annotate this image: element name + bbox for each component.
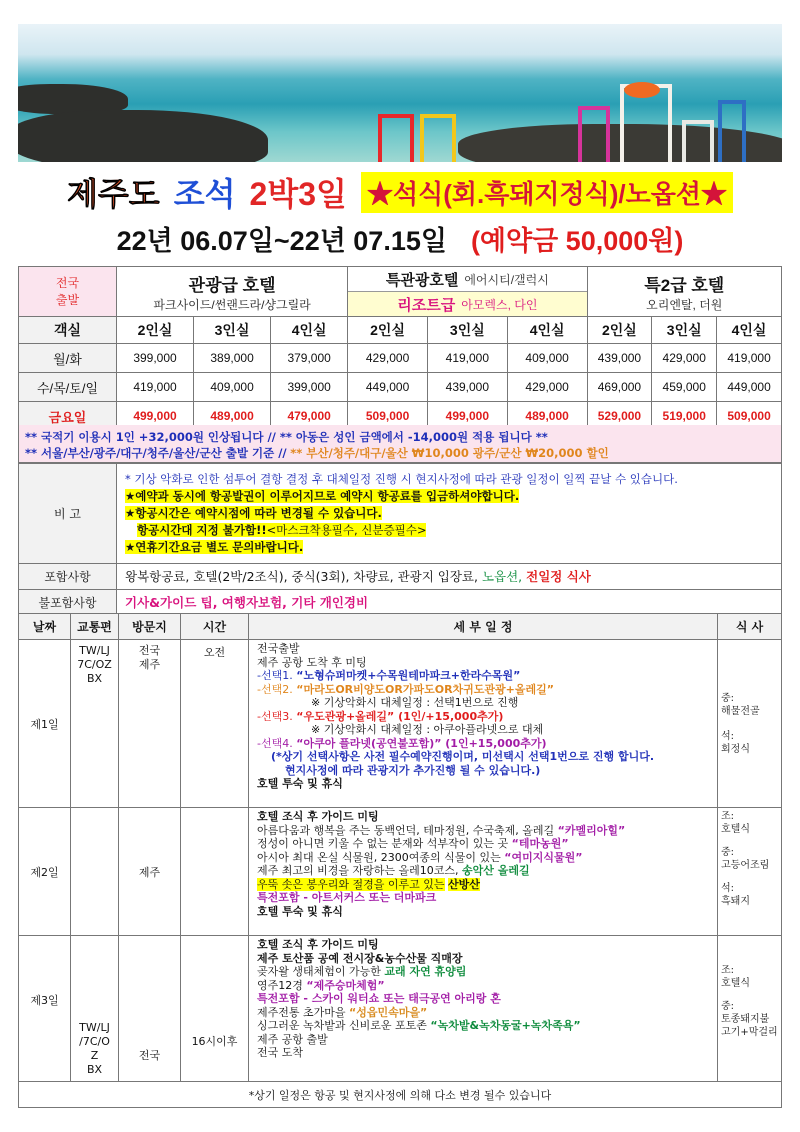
transport-line: 7C/OZ [77, 658, 112, 671]
price-cell: 529,000 [587, 402, 652, 431]
detail-line: ※ 기상악화시 대체일정 : 선택1번으로 진행 [311, 696, 519, 709]
price-cell: 439,000 [427, 373, 507, 402]
meal-line: 호텔식 [721, 824, 750, 835]
day3-meals [718, 936, 782, 1082]
remarks-line: <마스크착용필수, 신분증필수> [266, 523, 427, 537]
detail-highlight: 송악산 올레길 [462, 864, 530, 877]
option-text: “우도관광+올레길” (1인/+15,000추가) [296, 709, 504, 723]
room-type-row [19, 317, 782, 344]
day3-transport [71, 936, 119, 1082]
meal-line: 조: [721, 811, 735, 822]
detail-line: 제주 공항 도착 후 미팅 [257, 655, 367, 669]
option-label: -선택4. [257, 736, 293, 750]
detail-text: 우뚝 솟은 봉우리와 절경을 이루고 있는 [257, 877, 445, 891]
price-notes [18, 425, 782, 463]
price-table [18, 266, 782, 431]
meal-line: 중: [721, 847, 735, 858]
price-cell: 489,000 [507, 402, 587, 431]
day2-place: 제주 [119, 808, 181, 936]
itin-header: 시간 [181, 614, 249, 640]
note-line-2b: ** 부산/청주/대구/울산 ₩10,000 광주/군산 ₩20,000 할인 [290, 446, 609, 460]
price-cell: 409,000 [507, 344, 587, 373]
price-cell: 459,000 [652, 373, 717, 402]
option-label: -선택3. [257, 709, 293, 723]
detail-highlight: 교래 자연 휴양림 [384, 965, 467, 978]
room-type-cell: 2인실 [587, 317, 652, 344]
chair-shape [718, 100, 746, 162]
detail-line [257, 878, 709, 892]
flower-shape [624, 82, 660, 98]
day1-meals [718, 640, 782, 808]
room-label: 객실 [19, 317, 117, 344]
hotel-2-resort: 리조트급 [397, 294, 455, 315]
detail-line: ※ 기상악화시 대체일정 : 아쿠아플라넷으로 대체 [311, 723, 544, 736]
price-cell: 479,000 [271, 402, 348, 431]
day3-place: 전국 [119, 936, 181, 1082]
hotel-group-2 [348, 267, 587, 317]
included-option: 노옵션, [481, 569, 523, 584]
meal-line: 회정식 [721, 743, 750, 755]
included-row [19, 564, 782, 590]
detail-line [257, 1006, 709, 1020]
detail-line: 호텔 조식 후 가이드 미팅 [257, 810, 379, 823]
excluded-row [19, 590, 782, 616]
day1-row [19, 640, 782, 808]
detail-text: 제주 최고의 비경을 자랑하는 올레10코스, [257, 864, 459, 877]
day2-label: 제2일 [19, 808, 71, 936]
place-line: 제주 [138, 658, 161, 671]
itin-header: 교통편 [71, 614, 119, 640]
departure-line2: 출발 [55, 292, 80, 307]
meal-line: 호텔식 [721, 978, 750, 989]
price-cell: 389,000 [194, 344, 271, 373]
chair-shape [378, 114, 414, 162]
hotel-2-name: 특관광호텔 [385, 271, 459, 289]
price-cell: 499,000 [427, 402, 507, 431]
option-label: -선택2. [257, 682, 293, 696]
detail-line: 호텔 투숙 및 휴식 [257, 904, 343, 918]
detail-line [257, 737, 709, 751]
price-row-label: 월/화 [19, 344, 117, 373]
included-content [117, 564, 782, 590]
note-line-2 [25, 445, 775, 461]
itin-header: 세 부 일 정 [249, 614, 718, 640]
itin-header: 식 사 [718, 614, 782, 640]
detail-text: 영주12경 [257, 978, 303, 992]
price-cell: 419,000 [717, 344, 782, 373]
footer-note: *상기 일정은 항공 및 현지사정에 의해 다소 변경 될수 있습니다 [19, 1082, 782, 1108]
remarks-line: 항공시간대 지정 불가함!! [137, 523, 267, 537]
transport-line: TW/LJ [79, 644, 110, 657]
meal-line: 흑돼지 [721, 896, 750, 907]
detail-line: 제주 토산품 공예 전시장&농수산물 직매장 [257, 951, 463, 965]
detail-line: 전국출발 [257, 642, 300, 655]
detail-line: 제주 공항 출발 [257, 1032, 328, 1046]
price-cell: 509,000 [348, 402, 428, 431]
room-type-cell: 3인실 [194, 317, 271, 344]
detail-text: 제주전통 초가마을 [257, 1005, 346, 1019]
day2-time [181, 808, 249, 936]
price-cell: 399,000 [271, 373, 348, 402]
detail-line [257, 1019, 709, 1033]
detail-line [257, 965, 709, 979]
detail-line [257, 683, 709, 697]
day1-transport [71, 640, 119, 808]
meal-line: 석: [721, 730, 735, 742]
included-label: 포함사항 [19, 564, 117, 590]
day3-label: 제3일 [19, 936, 71, 1082]
detail-line [257, 851, 709, 865]
price-cell: 439,000 [587, 344, 652, 373]
hotel-group-1 [117, 267, 348, 317]
meal-line: 고등어조림 [721, 860, 770, 871]
price-cell: 409,000 [194, 373, 271, 402]
detail-line: 현지사정에 따라 관광지가 추가진행 될 수 있습니다.) [285, 763, 541, 777]
room-type-cell: 3인실 [652, 317, 717, 344]
room-type-cell: 2인실 [348, 317, 428, 344]
period-dates: 22년 06.07일~22년 07.15일 [116, 225, 447, 256]
itin-header: 방문지 [119, 614, 181, 640]
day2-row [19, 808, 782, 936]
option-text: “노형슈퍼마켓+수목원테마파크+한라수목원” [296, 669, 521, 682]
price-cell: 399,000 [117, 344, 194, 373]
hotel-1-name: 관광급 호텔 [188, 275, 276, 295]
detail-highlight: “카멜리아힐” [557, 823, 626, 837]
option-label: -선택1. [257, 669, 293, 682]
detail-text: 아시아 최대 온실 식물원, 2300여종의 식물이 있는 [257, 850, 501, 864]
detail-highlight: “제주승마체험” [306, 978, 385, 992]
detail-line [257, 669, 709, 683]
price-cell: 469,000 [587, 373, 652, 402]
day3-time: 16시이후 [181, 936, 249, 1082]
day3-row [19, 936, 782, 1082]
detail-highlight: 산방산 [448, 877, 480, 891]
price-cell: 429,000 [348, 344, 428, 373]
price-cell: 449,000 [348, 373, 428, 402]
detail-line: 특전포함 - 스카이 워터쇼 또는 태극공연 아리랑 혼 [257, 992, 501, 1005]
hotel-3-name: 특2급 호텔 [644, 275, 725, 295]
price-cell: 509,000 [717, 402, 782, 431]
detail-text: 아름다움과 행복을 주는 동백언덕, 테마정원, 수국축제, 올레길 [257, 823, 555, 837]
rock-shape [18, 110, 268, 162]
price-row-mon-tue [19, 344, 782, 373]
chair-shape [682, 120, 714, 162]
meal-line: 중: [721, 692, 735, 704]
hero-banner-image [18, 24, 782, 162]
itinerary-header-row [19, 614, 782, 640]
included-meal: 전일정 식사 [526, 569, 591, 584]
remarks-line: * 기상 악화로 인한 섬투어 결항 결정 후 대체일정 진행 시 현지사정에 따라 관광 일정이 일찍 끝날 수 있습니다. [125, 472, 678, 486]
room-type-cell: 4인실 [271, 317, 348, 344]
note-line-2a: ** 서울/부산/광주/대구/청주/울산/군산 출발 기준 // [25, 446, 287, 460]
hotel-group-3 [587, 267, 781, 317]
price-row-label: 금요일 [19, 402, 117, 431]
room-type-cell: 2인실 [117, 317, 194, 344]
detail-line [257, 837, 709, 851]
footer-row [19, 1082, 782, 1108]
excluded-label: 불포함사항 [19, 590, 117, 616]
excluded-content: 기사&가이드 팁, 여행자보험, 기타 개인경비 [117, 590, 782, 616]
price-cell: 519,000 [652, 402, 717, 431]
deposit-amount: (예약금 50,000원) [470, 225, 684, 256]
room-type-cell: 4인실 [717, 317, 782, 344]
room-type-cell: 3인실 [427, 317, 507, 344]
detail-line: 특전포함 - 아트서커스 또는 더마파크 [257, 891, 437, 904]
remarks-line: ★예약과 동시에 항공발권이 이루어지므로 예약시 항공료를 입금하셔야합니다. [125, 489, 520, 503]
title-highlight: ★석식(회.흑돼지정식)/노옵션★ [361, 172, 733, 213]
transport-line: BX [86, 672, 103, 685]
day1-detail [249, 640, 718, 808]
day2-meals [718, 808, 782, 936]
hotel-2-resort-sub: 아모렉스, 다인 [461, 297, 538, 312]
detail-line: 호텔 투숙 및 휴식 [257, 777, 343, 790]
price-cell: 419,000 [427, 344, 507, 373]
transport-line: /7C/O [79, 1035, 110, 1048]
meal-line: 중: [721, 1001, 735, 1012]
detail-line [257, 979, 709, 993]
remarks-line: ★연휴기간요금 별도 문의바랍니다. [125, 540, 304, 554]
detail-highlight: “녹차밭&녹차동굴+녹차족욕” [430, 1019, 581, 1032]
price-cell: 379,000 [271, 344, 348, 373]
place-line: 전국 [138, 644, 161, 657]
day3-detail [249, 936, 718, 1082]
hotel-header-row [19, 267, 782, 317]
chair-shape [420, 114, 456, 162]
day1-time: 오전 [181, 640, 249, 808]
meal-line: 토종돼지불고기+막걸리 [721, 1014, 778, 1038]
price-cell: 429,000 [507, 373, 587, 402]
detail-line [257, 710, 709, 724]
itin-header: 날짜 [19, 614, 71, 640]
detail-line [257, 864, 709, 878]
day2-detail [249, 808, 718, 936]
meal-line: 해물전골 [721, 705, 760, 717]
title-meal: 조석 [173, 176, 236, 212]
detail-text: 곶자왈 생태체험이 가능한 [257, 965, 381, 978]
day1-label: 제1일 [19, 640, 71, 808]
itinerary-table [18, 613, 782, 1108]
departure-line1: 전국 [55, 275, 80, 290]
detail-line: (*상기 선택사항은 사전 필수예약진행이며, 미선택시 선택1번으로 진행 합니다. [271, 750, 655, 763]
day2-transport [71, 808, 119, 936]
info-table [18, 463, 782, 616]
hotel-3-sub: 오리엔탈, 더원 [646, 297, 723, 312]
detail-line: 전국 도착 [257, 1046, 304, 1059]
title-place: 제주도 [66, 176, 160, 212]
remarks-line: ★항공시간은 예약시점에 따라 변경될 수 있습니다. [125, 506, 382, 520]
price-cell: 499,000 [117, 402, 194, 431]
departure-cell [19, 267, 117, 317]
price-row-label: 수/목/토/일 [19, 373, 117, 402]
room-type-cell: 4인실 [507, 317, 587, 344]
remarks-row [19, 464, 782, 564]
detail-line [257, 824, 709, 838]
price-row-wed-sun [19, 373, 782, 402]
title-duration: 2박3일 [249, 176, 347, 212]
price-cell: 429,000 [652, 344, 717, 373]
price-cell: 449,000 [717, 373, 782, 402]
detail-highlight: “성읍민속마을” [349, 1005, 428, 1019]
price-cell: 419,000 [117, 373, 194, 402]
option-text: “마라도OR비양도OR가파도OR차귀도관광+올레길” [296, 682, 554, 696]
meal-line: 석: [721, 883, 735, 894]
remarks-content [117, 464, 782, 564]
detail-text: 싱그러운 녹차밭과 신비로운 포토존 [257, 1019, 427, 1032]
detail-text: 정성이 아니면 키울 수 없는 분재와 석부작이 있는 곳 [257, 837, 509, 850]
hotel-2-sub: 에어시티/갤럭시 [464, 272, 549, 287]
option-text: “아쿠아 플라넷(공연불포함)” (1인+15,000추가) [296, 736, 547, 750]
detail-highlight: “테마농원” [511, 837, 569, 850]
transport-line: Z [90, 1049, 99, 1062]
price-cell: 489,000 [194, 402, 271, 431]
remarks-label: 비 고 [19, 464, 117, 564]
detail-highlight: “여미지식물원” [504, 850, 583, 864]
travel-period [0, 218, 800, 258]
transport-line: TW/LJ [79, 1021, 110, 1034]
hotel-1-sub: 파크사이드/썬랜드라/샹그릴라 [153, 297, 311, 312]
transport-line: BX [86, 1063, 103, 1076]
meal-line: 조: [721, 965, 735, 976]
day1-places [119, 640, 181, 808]
chair-shape [578, 106, 610, 162]
included-text: 왕복항공료, 호텔(2박/2조식), 중식(3회), 차량료, 관광지 입장료, [125, 569, 478, 584]
detail-line: 호텔 조식 후 가이드 미팅 [257, 938, 379, 951]
note-line-1: ** 국적기 이용시 1인 +32,000원 인상됩니다 // ** 아동은 성인 금액에서 -14,000원 적용 됩니다 ** [25, 430, 548, 444]
page-title [0, 168, 800, 216]
